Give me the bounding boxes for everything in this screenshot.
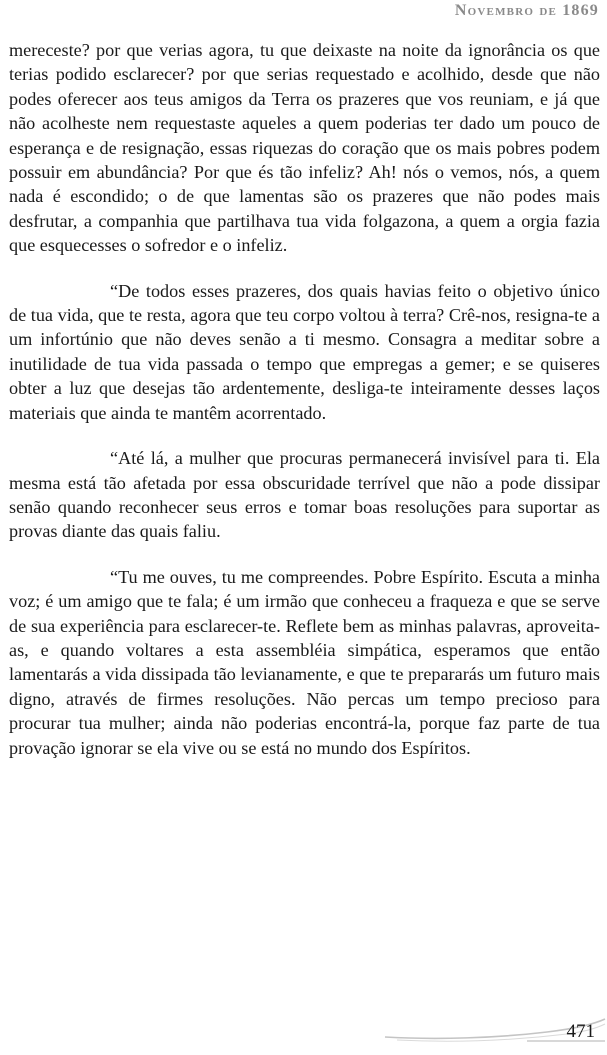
body-text <box>9 38 600 781</box>
paragraph-continuation: mereceste? por que verias agora, tu que deixaste na noite da ignorância os que terias podido esclarecer? por que serias requestado e acolhido, desde que não podes oferecer aos teus amigos da Terra os prazeres que vos reuniam, e já que não acolheste nem requestaste aqueles a quem poderias ter dado um pouco de esperança e de resignação, essas riquezas do coração que os mais pobres podem possuir em abundância? Por que és tão infeliz? Ah! nós o vemos, nós, a quem nada é escondido; o de que lamentas são os prazeres que não podes mais desfrutar, a companhia que partilhava tua vida folgazona, a quem a orgia fazia que esquecesses o sofredor e o infeliz. <box>9 40 600 256</box>
paragraph-quote-1: “De todos esses prazeres, dos quais havias feito o objetivo único de tua vida, que te resta, agora que teu corpo voltou à terra? Crê-nos, resigna-te a um infortúnio que não deves senão a ti mesmo. Consagra a meditar sobre a inutilidade de tua vida passada o tempo que empregas a gemer; e se quiseres obter a luz que desejas tão ardentemente, desliga-te inteiramente desses laços materiais que ainda te mantêm acorrentado. <box>9 280 600 423</box>
running-header: Novembro de 1869 <box>454 2 599 19</box>
page-number: 471 <box>566 1021 595 1042</box>
paragraph-quote-3: “Tu me ouves, tu me compreendes. Pobre Espírito. Escuta a minha voz; é um amigo que te fala; é um irmão que conheceu a fraqueza e que se serve de sua experiência para esclarecer-te. Reflete bem as minhas palavras, aproveita-as, e quando voltares a esta assembléia simpática, esperamos que então lamentarás a vida dissipada tão levianamente, e que te prepararás um futuro mais digno, através de firmes resoluções. Não percas um tempo precioso para procurar tua mulher; ainda não poderias encontrá-la, porque faz parte de tua provação ignorar se ela vive ou se está no mundo dos Espíritos. <box>9 566 600 758</box>
folio <box>377 1007 607 1047</box>
paragraph-quote-2: “Até lá, a mulher que procuras permanecerá invisível para ti. Ela mesma está tão afetada por essa obscuridade terrível que não a pode dissipar senão quando reconhecer seus erros e tomar boas resoluções para suportar as provas diante das quais faliu. <box>9 448 600 542</box>
